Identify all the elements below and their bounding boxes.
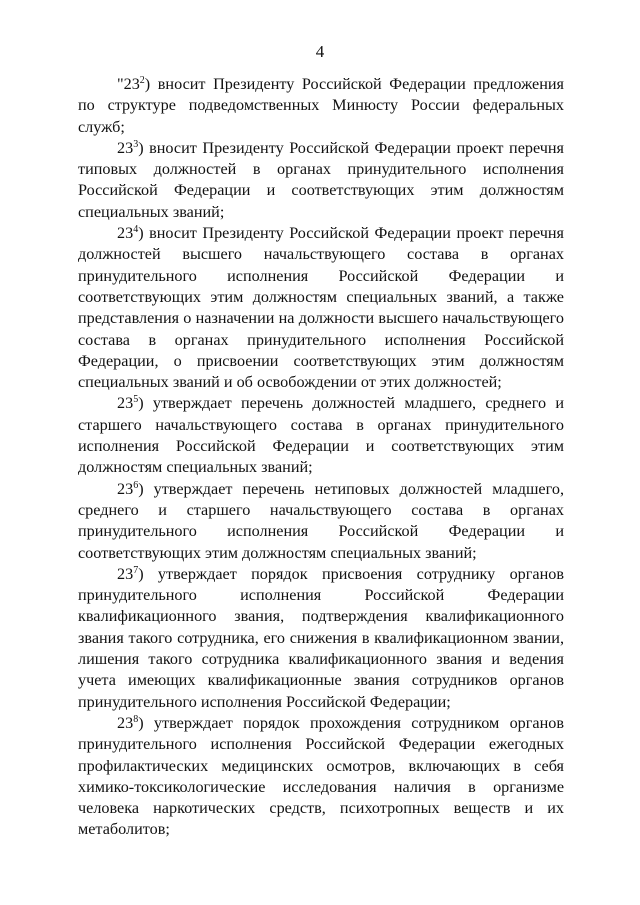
list-item	[78, 479, 564, 564]
list-item	[78, 74, 564, 138]
item-number: "$23^2$)	[117, 75, 151, 93]
list-item	[78, 564, 564, 713]
superscript: 6	[133, 479, 139, 491]
page-number: 4	[315, 42, 325, 61]
list-item	[78, 138, 564, 223]
item-text: вносит Президенту Российской Федерации проект перечня должностей высшего начальствующего состава в органах принудительного исполнения Российской Федерации и соответствующих этим должностям специальных званий, а также представления о назначении на должности высшего начальствующего состава в органах принудительного исполнения Российской Федерации, о присвоении соответствующих этим должностям специальных званий и об освобождении от этих должностей;	[78, 224, 564, 392]
item-number: $23^3$)	[117, 138, 144, 157]
superscript: 5	[133, 394, 139, 406]
superscript: 4	[133, 224, 139, 236]
item-text: вносит Президенту Российской Федерации проект перечня типовых должностей в органах принудительного исполнения Российской Федерации и соответствующих этим должностям специальных званий;	[78, 138, 564, 221]
item-text: утверждает перечень должностей младшего, среднего и старшего начальствующего состава в органах принудительного исполнения Российской Федерации и соответствующих этим должностям специальных званий;	[78, 394, 564, 477]
item-text: утверждает порядок прохождения сотрудником органов принудительного исполнения Российской Федерации ежегодных профилактических медицинских осмотров, включающих в себя химико-токсикологические исследования наличия в организме человека наркотических средств, психотропных веществ и их метаболитов;	[78, 713, 564, 839]
item-number: $23^8$)	[117, 713, 144, 732]
superscript: 8	[133, 713, 139, 725]
superscript: 2	[139, 75, 145, 86]
list-item	[78, 713, 564, 841]
item-number: $23^4$)	[117, 224, 144, 243]
item-text: утверждает порядок присвоения сотруднику органов принудительного исполнения Российской Федерации квалификационного звания, подтверждения квалификационного звания такого сотрудника, его снижения в квалификационном звании, лишения такого сотрудника квалификационного звания и ведения учета имеющих квалификационные звания сотрудников органов принудительного исполнения Российской Федерации;	[78, 564, 564, 711]
item-number: $23^7$)	[117, 564, 144, 583]
item-text: вносит Президенту Российской Федерации предложения по структуре подведомственных Минюсту России федеральных служб;	[78, 75, 564, 136]
item-number: $23^5$)	[117, 394, 144, 413]
list-item	[78, 223, 564, 393]
superscript: 7	[133, 564, 139, 576]
item-number: $23^6$)	[117, 479, 144, 498]
item-text: утверждает перечень нетиповых должностей младшего, среднего и старшего начальствующего состава в органах принудительного исполнения Российской Федерации и соответствующих этим должностям специальных званий;	[78, 479, 564, 562]
document-body	[78, 74, 564, 841]
list-item	[78, 393, 564, 478]
superscript: 3	[133, 138, 139, 150]
